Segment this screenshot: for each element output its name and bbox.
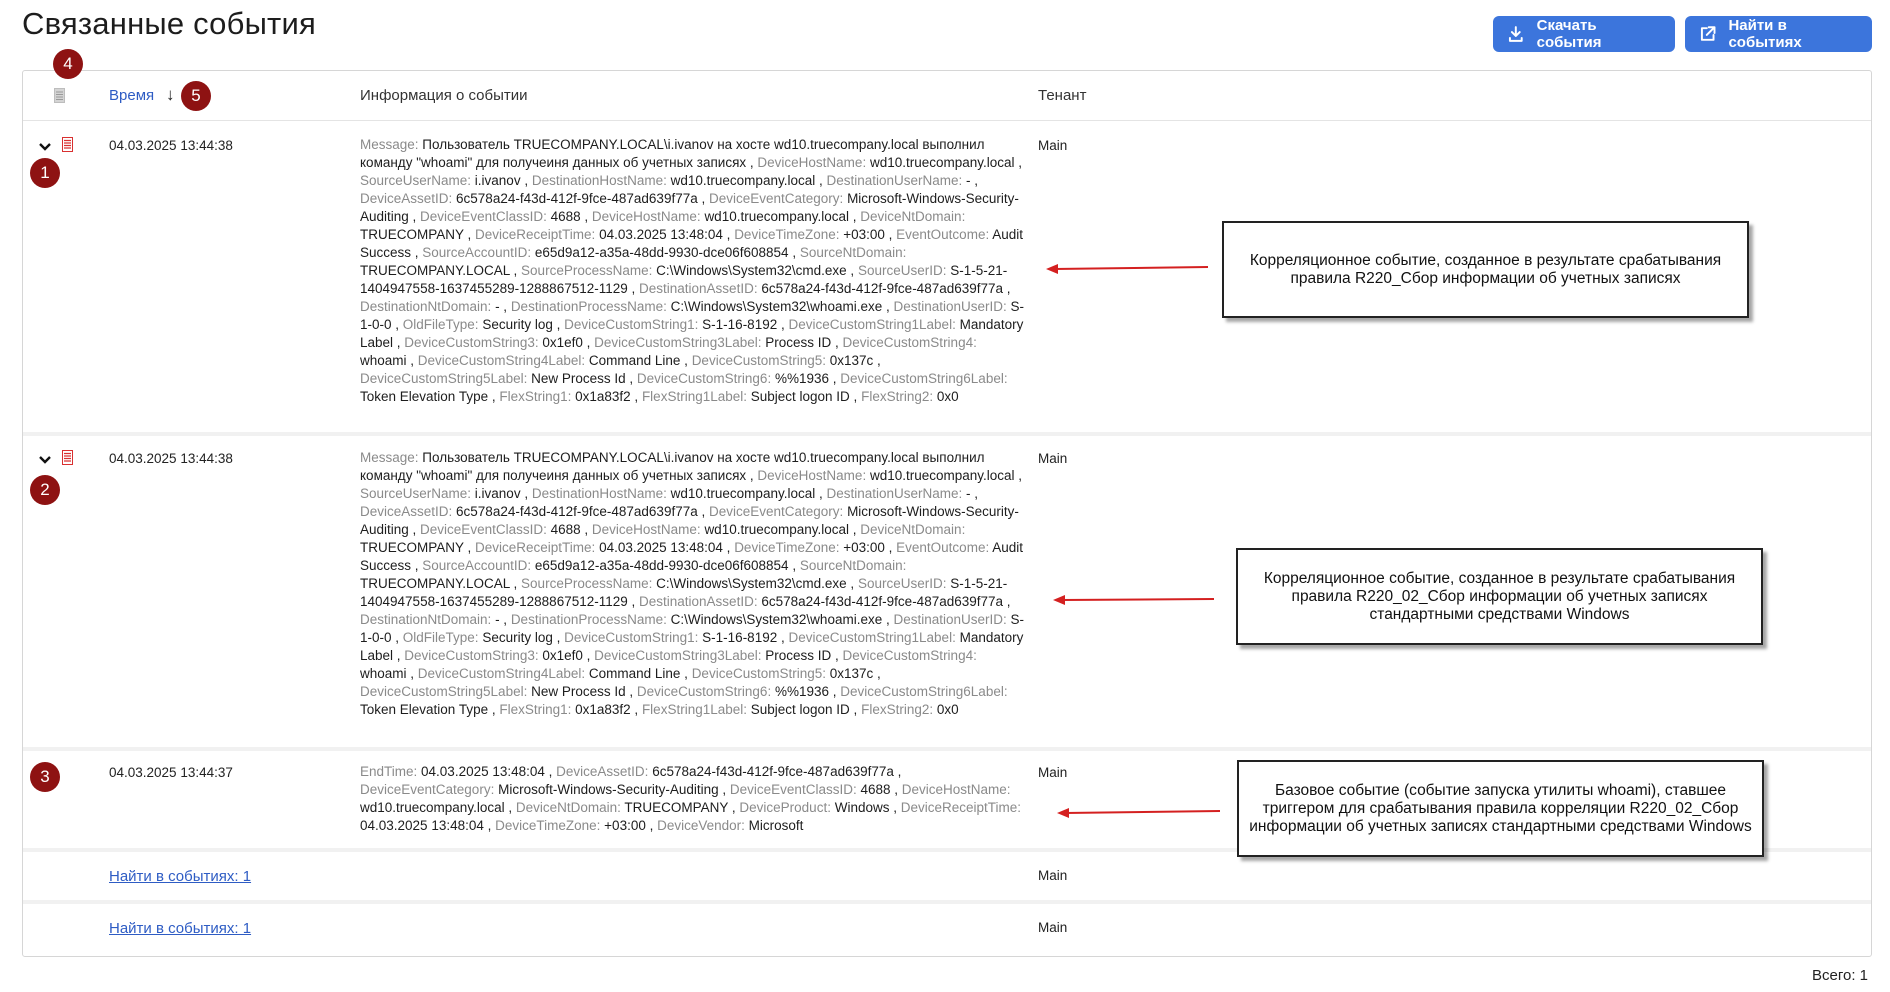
field-value: 04.03.2025 13:48:04 , [599,227,735,242]
field-value: Audit Success , [360,540,1023,573]
field-value: 0x1a83f2 , [575,702,642,717]
field-key: DeviceCustomString6Label: [840,371,1008,386]
field-value: 6c578a24-f43d-412f-9fce-487ad639f77a , [652,764,902,779]
field-key: DeviceCustomString3Label: [594,648,766,663]
field-key: EventOutcome: [896,540,993,555]
field-key: DestinationNtDomain: [360,299,496,314]
field-key: SourceProcessName: [521,576,657,591]
field-key: DestinationUserName: [826,173,967,188]
field-value: Microsoft [748,818,804,833]
annotation-badge-1: 1 [30,158,60,188]
field-key: DeviceVendor: [657,818,749,833]
field-value: 4688 , [550,522,592,537]
field-key: FlexString2: [861,702,937,717]
field-value: 6c578a24-f43d-412f-9fce-487ad639f77a , [456,504,709,519]
field-value: 4688 , [550,209,592,224]
field-value: 4688 , [860,782,902,797]
field-value: Token Elevation Type , [360,389,500,404]
field-value: S-1-5-21-1404947558-1637455289-1288867512-1129 , [360,263,1008,296]
field-value: i.ivanov , [474,486,532,501]
field-value: i.ivanov , [474,173,532,188]
field-value: Mandatory Label , [360,317,1024,350]
field-key: DeviceCustomString3: [404,648,543,663]
field-key: DeviceCustomString6: [636,684,775,699]
field-key: DeviceHostName: [901,782,1011,797]
field-value: S-1-16-8192 , [702,317,789,332]
field-key: FlexString1Label: [641,389,751,404]
field-key: DeviceEventCategory: [708,504,848,519]
field-key: SourceNtDomain: [799,245,907,260]
field-value: S-1-0-0 , [360,612,1025,645]
field-value: Microsoft-Windows-Security-Auditing , [498,782,730,797]
download-events-label: Скачать события [1536,17,1602,51]
chevron-down-icon[interactable] [37,138,53,154]
field-key: DestinationAssetID: [639,594,762,609]
table-header [23,71,1871,121]
field-value: S-1-0-0 , [360,299,1025,332]
download-events-button[interactable] [1493,16,1675,52]
field-value: whoami , [360,353,418,368]
field-key: DeviceCustomString5: [691,666,830,681]
field-value: TRUECOMPANY , [360,540,476,555]
field-key: FlexString1Label: [641,702,751,717]
field-value: 0x1ef0 , [542,335,595,350]
field-value: - , [966,173,979,188]
annotation-badge-2: 2 [30,475,60,505]
field-value: - , [495,299,511,314]
field-value: 0x0 [936,702,959,717]
annotation-badge-4: 4 [53,49,83,79]
field-value: 0x1ef0 , [542,648,595,663]
field-key: SourceAccountID: [422,245,535,260]
field-key: SourceUserID: [857,263,951,278]
field-value: 6c578a24-f43d-412f-9fce-487ad639f77a , [456,191,709,206]
annotation-badge-3: 3 [30,762,60,792]
field-value: 0x137c , [829,353,881,368]
field-key: DeviceReceiptTime: [475,540,600,555]
field-key: DeviceEventClassID: [420,522,551,537]
annotation-badge-5: 5 [181,81,211,111]
find-in-events-button[interactable] [1685,16,1872,52]
field-value: Mandatory Label , [360,630,1024,663]
field-value: 04.03.2025 13:48:04 , [599,540,735,555]
field-value: %%1936 , [774,684,841,699]
column-header-time[interactable]: Время [109,87,155,104]
field-value: S-1-16-8192 , [702,630,789,645]
field-value: C:\Windows\System32\cmd.exe , [656,576,858,591]
field-value: Пользователь TRUECOMPANY.LOCAL\i.ivanov на хосте wd10.truecompany.local выполнил команду "whoami" для получеиня данных об учетных записях , [360,450,985,483]
field-value: Security log , [482,317,565,332]
field-value: %%1936 , [774,371,841,386]
field-key: DeviceCustomString4: [842,335,977,350]
field-key: DestinationAssetID: [639,281,762,296]
find-in-events-link[interactable]: Найти в событиях: 1 [109,868,252,885]
field-value: 0x0 [936,389,959,404]
external-link-icon [1699,25,1716,43]
field-key: SourceAccountID: [422,558,535,573]
field-value: Microsoft-Windows-Security-Auditing , [360,191,1019,224]
field-key: DeviceTimeZone: [495,818,605,833]
field-value: C:\Windows\System32\whoami.exe , [670,299,894,314]
field-key: DeviceEventClassID: [729,782,861,797]
field-value: Windows , [834,800,901,815]
field-key: FlexString2: [861,389,937,404]
field-key: FlexString1: [499,389,576,404]
annotation-callout-2: Корреляционное событие, созданное в результате срабатывания правила R220_02_Сбор информации об учетных записях стандартными средствами Windows [1236,548,1763,645]
field-value: Process ID , [765,648,843,663]
field-key: DeviceHostName: [591,209,705,224]
download-icon [1507,25,1525,43]
field-key: DeviceHostName: [757,155,870,170]
find-in-events-link[interactable]: Найти в событиях: 1 [109,920,252,937]
event-info [360,449,1025,719]
field-key: DestinationUserName: [826,486,967,501]
field-value: wd10.truecompany.local , [670,173,827,188]
field-value: Subject logon ID , [750,702,862,717]
event-time: 04.03.2025 13:44:38 [109,138,233,153]
event-time: 04.03.2025 13:44:37 [109,765,233,780]
field-key: DeviceCustomString1Label: [788,630,960,645]
field-key: DestinationHostName: [531,173,671,188]
field-key: DeviceCustomString4Label: [417,353,589,368]
field-key: DeviceTimeZone: [734,540,844,555]
field-key: DeviceProduct: [739,800,835,815]
field-key: DeviceCustomString1Label: [788,317,960,332]
field-value: 6c578a24-f43d-412f-9fce-487ad639f77a , [761,594,1011,609]
field-key: OldFileType: [402,317,483,332]
field-value: whoami , [360,666,418,681]
field-value: Process ID , [765,335,843,350]
field-value: wd10.truecompany.local , [704,209,861,224]
event-time: 04.03.2025 13:44:38 [109,451,233,466]
field-key: DeviceCustomString6: [636,371,775,386]
field-value: TRUECOMPANY.LOCAL , [360,263,522,278]
field-value: New Process Id , [531,371,637,386]
field-value: Token Elevation Type , [360,702,500,717]
field-value: Command Line , [588,353,692,368]
field-value: +03:00 , [604,818,658,833]
event-info [360,136,1025,406]
field-value: TRUECOMPANY.LOCAL , [360,576,522,591]
field-value: 6c578a24-f43d-412f-9fce-487ad639f77a , [761,281,1011,296]
field-key: DeviceAssetID: [556,764,653,779]
field-value: TRUECOMPANY , [360,227,476,242]
field-key: EventOutcome: [896,227,993,242]
field-key: SourceNtDomain: [799,558,907,573]
field-key: DeviceEventCategory: [360,782,499,797]
column-header-info: Информация о событии [360,87,528,104]
field-value: Subject logon ID , [750,389,862,404]
field-key: DeviceCustomString5: [691,353,830,368]
event-tenant: Main [1038,868,1068,883]
field-key: DestinationUserID: [893,612,1011,627]
document-icon[interactable] [62,450,73,465]
field-value: +03:00 , [843,227,897,242]
field-key: DestinationNtDomain: [360,612,496,627]
field-key: DeviceCustomString5Label: [360,684,532,699]
field-key: FlexString1: [499,702,576,717]
event-tenant: Main [1038,920,1068,935]
field-key: DeviceAssetID: [360,504,457,519]
column-header-tenant: Тенант [1038,87,1087,104]
field-key: DeviceCustomString3: [404,335,543,350]
field-value: wd10.truecompany.local , [670,486,827,501]
field-key: DeviceReceiptTime: [475,227,600,242]
field-key: SourceUserName: [360,173,475,188]
field-key: DeviceNtDomain: [860,209,966,224]
field-key: SourceUserID: [857,576,951,591]
field-key: DeviceCustomString3Label: [594,335,766,350]
field-key: DeviceNtDomain: [860,522,966,537]
field-key: DestinationProcessName: [510,299,671,314]
field-key: DeviceTimeZone: [734,227,844,242]
field-value: - , [966,486,979,501]
chevron-down-icon[interactable] [37,451,53,467]
field-key: DestinationProcessName: [510,612,671,627]
table-row [23,852,1871,902]
field-key: DestinationUserID: [893,299,1011,314]
field-key: DeviceHostName: [591,522,705,537]
field-value: - , [495,612,511,627]
field-value: wd10.truecompany.local , [869,155,1023,170]
field-value: Пользователь TRUECOMPANY.LOCAL\i.ivanov на хосте wd10.truecompany.local выполнил команду "whoami" для получеиня данных об учетных записях , [360,137,985,170]
field-value: 04.03.2025 13:48:04 , [421,764,557,779]
field-key: SourceProcessName: [521,263,657,278]
field-value: e65d9a12-a35a-48dd-9930-dce06f608854 , [534,558,800,573]
field-key: DeviceEventClassID: [420,209,551,224]
field-value: wd10.truecompany.local , [360,800,516,815]
field-key: DeviceCustomString6Label: [840,684,1008,699]
field-value: +03:00 , [843,540,897,555]
field-value: 0x1a83f2 , [575,389,642,404]
document-icon[interactable] [54,88,65,103]
field-key: DeviceNtDomain: [515,800,625,815]
field-value: e65d9a12-a35a-48dd-9930-dce06f608854 , [534,245,800,260]
field-key: DeviceCustomString4Label: [417,666,589,681]
field-value: New Process Id , [531,684,637,699]
field-value: Security log , [482,630,565,645]
field-value: wd10.truecompany.local , [704,522,861,537]
field-key: DeviceCustomString4: [842,648,977,663]
field-value: TRUECOMPANY , [624,800,740,815]
table-row [23,904,1871,956]
field-value: 04.03.2025 13:48:04 , [360,818,496,833]
event-tenant: Main [1038,765,1068,780]
field-value: C:\Windows\System32\cmd.exe , [656,263,858,278]
event-tenant: Main [1038,138,1068,153]
annotation-callout-1: Корреляционное событие, созданное в результате срабатывания правила R220_Сбор информации об учетных записях [1222,221,1749,318]
field-key: DeviceHostName: [757,468,870,483]
event-info [360,763,1025,835]
field-value: Command Line , [588,666,692,681]
total-count: Всего: 1 [1811,967,1868,984]
annotation-callout-3: Базовое событие (событие запуска утилиты whoami), ставшее триггером для срабатывания правила корреляции R220_02_Сбор информации об учетных записях стандартными средствами Windows [1237,760,1764,857]
page-title: Связанные события [22,6,316,41]
field-key: DeviceCustomString1: [564,630,703,645]
field-value: Microsoft-Windows-Security-Auditing , [360,504,1019,537]
field-key: DeviceReceiptTime: [900,800,1022,815]
field-key: Message: [360,450,423,465]
field-value: C:\Windows\System32\whoami.exe , [670,612,894,627]
document-icon[interactable] [62,137,73,152]
field-value: 0x137c , [829,666,881,681]
find-in-events-label: Найти в событиях [1728,17,1802,51]
event-tenant: Main [1038,451,1068,466]
sort-desc-icon[interactable]: ↓ [166,85,175,104]
field-value: S-1-5-21-1404947558-1637455289-1288867512-1129 , [360,576,1008,609]
field-key: DeviceAssetID: [360,191,457,206]
field-key: Message: [360,137,423,152]
field-key: DestinationHostName: [531,486,671,501]
field-key: DeviceCustomString5Label: [360,371,532,386]
field-value: wd10.truecompany.local , [869,468,1023,483]
field-key: SourceUserName: [360,486,475,501]
field-key: OldFileType: [402,630,483,645]
field-key: DeviceCustomString1: [564,317,703,332]
field-value: Audit Success , [360,227,1023,260]
field-key: DeviceEventCategory: [708,191,848,206]
field-key: EndTime: [360,764,422,779]
